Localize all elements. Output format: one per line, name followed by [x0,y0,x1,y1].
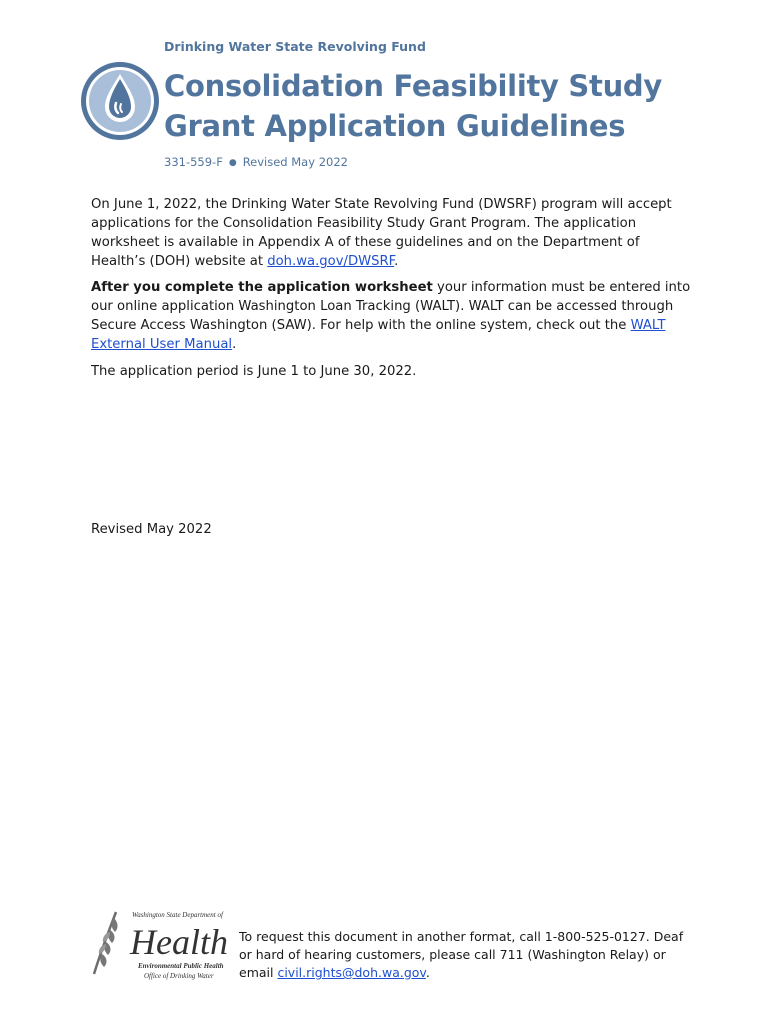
bullet-separator: ● [228,158,237,168]
intro-period: . [394,254,399,269]
revised-note: Revised May 2022 [91,522,212,537]
walt-text: your information must be entered into our online application Washington Loan Tracking (WALT). WALT can be accessed through Secure Access Washington (SAW). For help with the online system, check out the [91,280,691,333]
notice-text: To request this document in another format, call 1-800-525-0127. Deaf or hard of hearing customers, please call 711 (Washington Relay) or email [239,929,684,980]
title-line-1: Consolidation Feasibility Study [164,69,662,103]
water-drop-logo-icon [79,60,161,142]
program-name: Drinking Water State Revolving Fund [164,39,426,54]
intro-paragraph [91,195,691,271]
title-line-2: Grant Application Guidelines [164,109,626,143]
document-number: 331-559-F [164,155,223,169]
document-number-line [164,155,348,169]
dwsrf-website-link[interactable]: doh.wa.gov/DWSRF [267,254,395,269]
revised-date: Revised May 2022 [242,155,348,169]
logo-sub2-text: Office of Drinking Water [144,972,214,980]
application-period-text: The application period is June 1 to June 30, 2022. [91,364,417,379]
walt-period: . [232,337,237,352]
page-title [164,66,662,146]
logo-health-text: Health [130,922,228,962]
logo-sub1-text: Environmental Public Health [138,962,224,970]
application-period-paragraph [91,362,691,381]
notice-period: . [425,965,430,980]
walt-paragraph [91,278,691,354]
walt-bold-lead: After you complete the application worksheet [91,280,433,295]
accessibility-notice [239,928,689,982]
intro-text: On June 1, 2022, the Drinking Water State Revolving Fund (DWSRF) program will accept applications for the Consolidation Feasibility Study Grant Program. The application worksheet is available in Appendix A of these guidelines and on the Department of Health’s (DOH) website at [91,197,672,269]
civil-rights-email-link[interactable]: civil.rights@doh.wa.gov [277,965,426,980]
health-wheat-logo-icon [88,908,228,990]
walt-manual-link[interactable]: WALT External User Manual [91,318,666,352]
logo-dept-text: Washington State Department of [132,911,223,919]
